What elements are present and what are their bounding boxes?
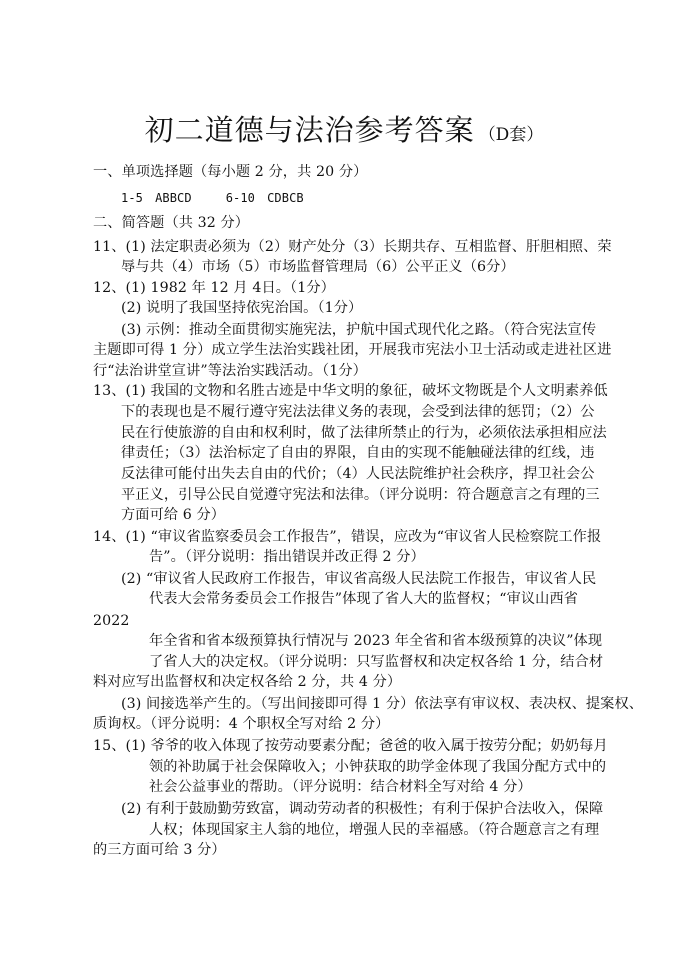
answer-line: 13、(1) 我国的文物和名胜古迹是中华文明的象征，破坏文物既是个人文明素养低 bbox=[93, 383, 608, 399]
answer-line: (2) 说明了我国坚持依宪治国。（1分） bbox=[121, 300, 363, 316]
answer-line: 2022 bbox=[93, 613, 130, 629]
title-main: 初二道德与法治参考答案 bbox=[144, 113, 475, 147]
section-1-heading: 一、单项选择题（每小题 2 分，共 20 分） bbox=[93, 164, 368, 180]
answer-line: 15、(1) 爷爷的收入体现了按劳动要素分配；爸爸的收入属于按劳分配；奶奶每月 bbox=[93, 738, 608, 754]
answer-line: 行“法治讲堂宣讲”等法治实践活动。（1分） bbox=[93, 363, 367, 379]
answer-line: 民在行使旅游的自由和权利时，做了法律所禁止的行为，必须依法承担相应法 bbox=[121, 425, 607, 441]
answer-line: 社会公益事业的帮助。（评分说明：结合材料全写对给 4 分） bbox=[149, 779, 532, 795]
answer-line: 辱与共（4）市场（5）市场监督管理局（6）公平正义（6分） bbox=[121, 259, 515, 275]
document-title bbox=[0, 108, 688, 149]
answer-line: 反法律可能付出失去自由的代价；（4）人民法院维护社会秩序，捍卫社会公 bbox=[121, 466, 595, 482]
answer-line: 的三方面可给 3 分） bbox=[93, 842, 226, 858]
answer-line: 12、(1) 1982 年 12 月 4日。（1分） bbox=[93, 280, 335, 296]
answer-line: 了省人大的决定权。（评分说明：只写监督权和决定权各给 1 分，结合材 bbox=[149, 654, 604, 670]
answer-line: 代表大会常务委员会工作报告”体现了省人大的监督权；“审议山西省 bbox=[149, 591, 579, 607]
answer-line: 律责任；（3）法治标定了自由的界限，自由的实现不能触碰法律的红线，违 bbox=[121, 445, 595, 461]
answer-line: 主题即可得 1 分）成立学生法治实践社团，开展我市宪法小卫士活动或走进社区进 bbox=[93, 342, 612, 358]
answer-line: 告”。（评分说明：指出错误并改正得 2 分） bbox=[149, 549, 425, 565]
answer-line: 年全省和省本级预算执行情况与 2023 年全省和省本级预算的决议”体现 bbox=[149, 633, 603, 649]
answer-line: 人权；体现国家主人翁的地位，增强人民的幸福感。（符合题意言之有理 bbox=[149, 822, 600, 838]
answer-line: 平正义，引导公民自觉遵守宪法和法律。（评分说明：符合题意言之有理的三 bbox=[121, 487, 600, 503]
answer-line: (2) “审议省人民政府工作报告，审议省高级人民法院工作报告，审议省人民 bbox=[121, 571, 597, 587]
answer-line: 方面可给 6 分） bbox=[121, 507, 226, 523]
title-suffix: （D套） bbox=[478, 125, 544, 145]
answer-line: 14、(1) “审议省监察委员会工作报告”，错误，应改为“审议省人民检察院工作报 bbox=[93, 529, 602, 545]
answer-line: (3) 间接选举产生的。（写出间接即可得 1 分）依法享有审议权、表决权、提案权、 bbox=[121, 696, 644, 712]
answer-line: 质询权。（评分说明：4 个职权全写对给 2 分） bbox=[93, 716, 390, 732]
section-2-heading: 二、简答题（共 32 分） bbox=[93, 215, 250, 231]
answer-line: 料对应写出监督权和决定权各给 2 分，共 4 分） bbox=[93, 674, 402, 690]
answer-line: 11、(1) 法定职责必须为（2）财产处分（3）长期共存、互相监督、肝胆相照、荣 bbox=[93, 239, 612, 255]
answer-line: (3) 示例：推动全面贯彻实施宪法，护航中国式现代化之路。（符合宪法宣传 bbox=[121, 322, 597, 338]
choice-answers-6-10: 6-10 CDBCB bbox=[225, 191, 304, 205]
answer-line: (2) 有利于鼓励勤劳致富，调动劳动者的积极性；有利于保护合法收入，保障 bbox=[121, 801, 604, 817]
choice-answers bbox=[121, 188, 304, 208]
answer-line: 领的补助属于社会保障收入；小钟获取的助学金体现了我国分配方式中的 bbox=[149, 759, 607, 775]
choice-answers-1-5: 1-5 ABBCD bbox=[121, 191, 192, 205]
answer-line: 下的表现也是不履行遵守宪法法律义务的表现，会受到法律的惩罚；（2）公 bbox=[121, 404, 595, 420]
